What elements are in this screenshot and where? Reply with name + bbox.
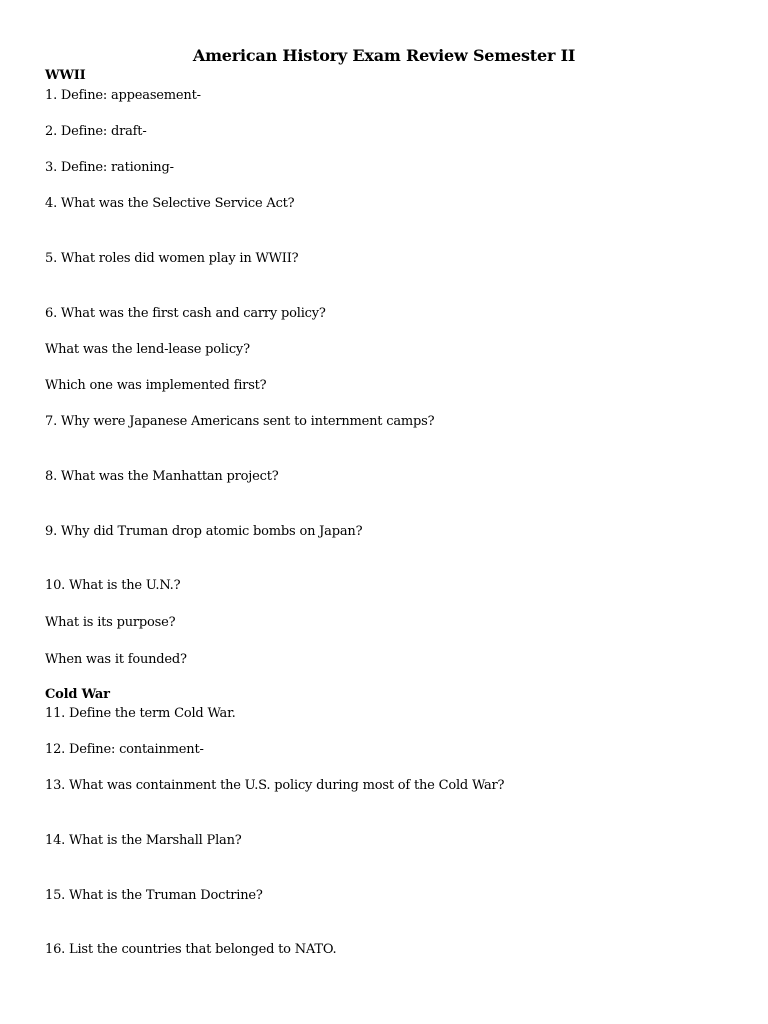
- question-8: 8. What was the Manhattan project?: [45, 469, 279, 484]
- question-1: 1. Define: appeasement-: [45, 88, 201, 103]
- question-6-lend-lease: What was the lend-lease policy?: [45, 342, 250, 357]
- question-6: 6. What was the first cash and carry policy?: [45, 306, 326, 321]
- question-2: 2. Define: draft-: [45, 124, 147, 139]
- question-9: 9. Why did Truman drop atomic bombs on Japan?: [45, 524, 363, 539]
- section-heading-wwii: WWII: [45, 68, 86, 83]
- question-15: 15. What is the Truman Doctrine?: [45, 888, 263, 903]
- question-10: 10. What is the U.N.?: [45, 578, 181, 593]
- question-12: 12. Define: containment-: [45, 742, 204, 757]
- document-title: American History Exam Review Semester II: [192, 46, 576, 65]
- section-heading-cold-war: Cold War: [45, 687, 110, 702]
- question-16: 16. List the countries that belonged to NATO.: [45, 942, 337, 957]
- question-6-implemented-first: Which one was implemented first?: [45, 378, 267, 393]
- question-10-founded: When was it founded?: [45, 652, 187, 667]
- question-10-purpose: What is its purpose?: [45, 615, 176, 630]
- question-4: 4. What was the Selective Service Act?: [45, 196, 295, 211]
- question-14: 14. What is the Marshall Plan?: [45, 833, 242, 848]
- question-5: 5. What roles did women play in WWII?: [45, 251, 299, 266]
- question-7: 7. Why were Japanese Americans sent to internment camps?: [45, 414, 435, 429]
- question-3: 3. Define: rationing-: [45, 160, 174, 175]
- question-13: 13. What was containment the U.S. policy during most of the Cold War?: [45, 778, 505, 793]
- question-11: 11. Define the term Cold War.: [45, 706, 236, 721]
